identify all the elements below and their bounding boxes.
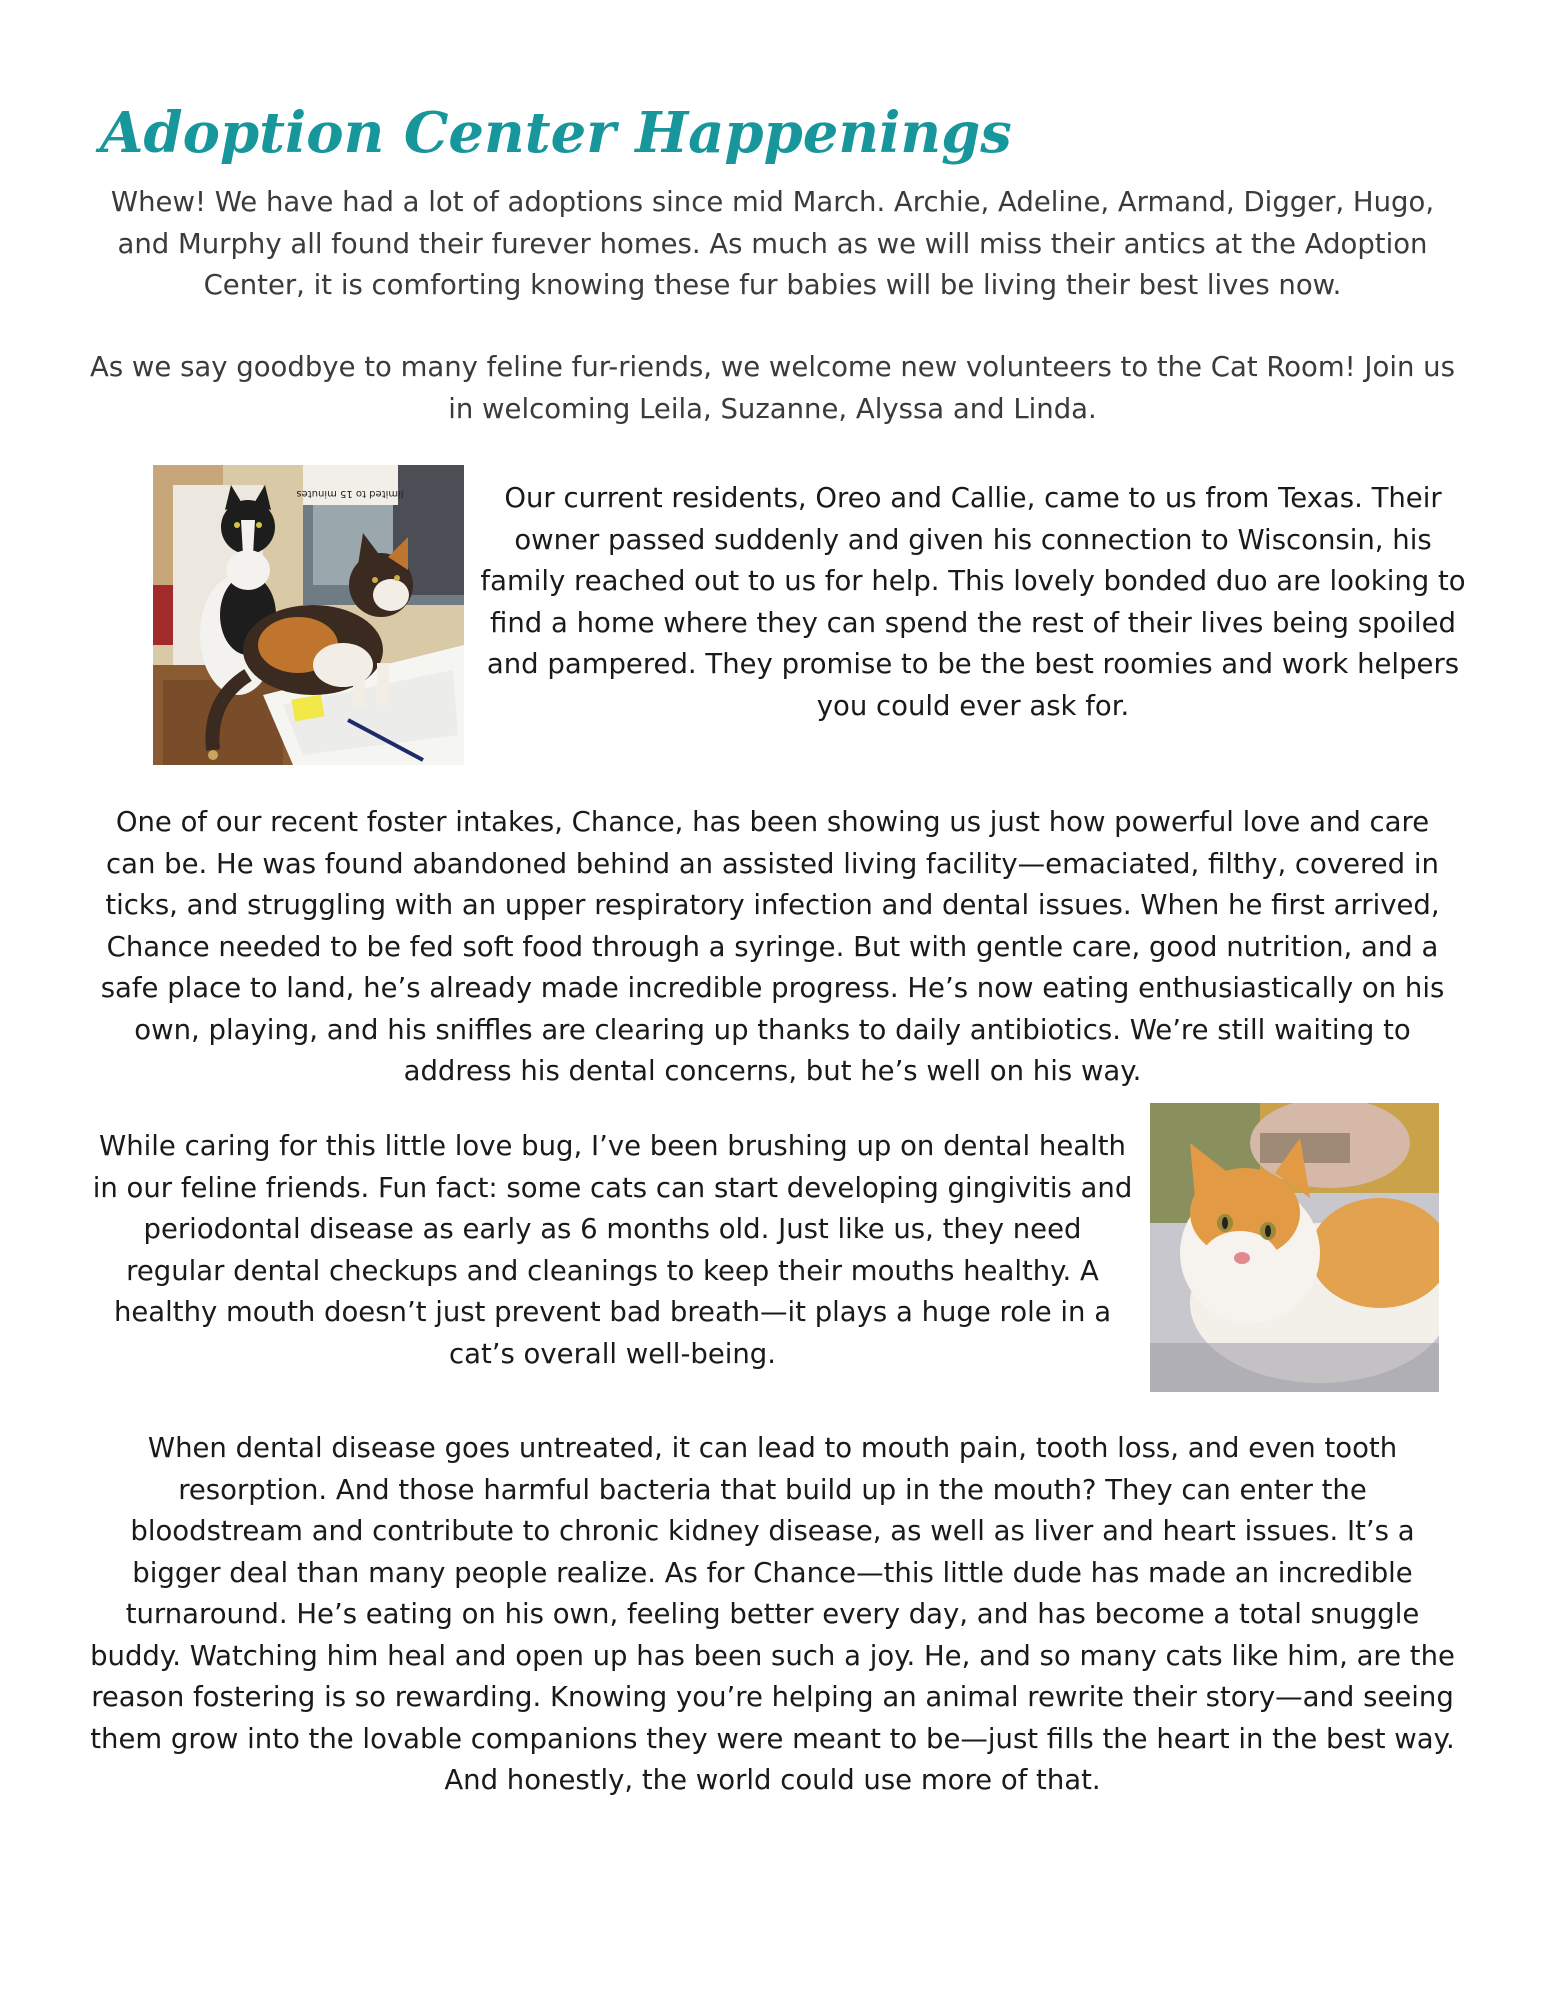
- volunteers-paragraph: As we say goodbye to many feline fur-riends, we welcome new volunteers to the Cat Room! Join us in welcoming Leila, Suzanne, Alyssa and Linda.: [90, 351, 1455, 425]
- chance-paragraph: One of our recent foster intakes, Chance, has been showing us just how powerful love and care can be. He was found abandoned behind an assisted living facility—emaciated, filthy, covered in ticks, and struggling with an upper respiratory infection and dental issues. When he first arrived, Chance needed to be fed soft food through a syringe. But with gentle care, good nutrition, and a safe place to land, he’s already made incredible progress. He’s now eating enthusiastically on his own, playing, and his sniffles are clearing up thanks to daily antibiotics. We’re still waiting to address his dental concerns, but he’s well on his way.: [100, 806, 1445, 1087]
- page-title: Adoption Center Happenings: [100, 99, 1012, 166]
- photo-sign-text: limited to 15 minutes: [296, 488, 404, 499]
- chance-photo: [1150, 1103, 1439, 1392]
- oreo-and-callie-photo: [153, 465, 464, 765]
- dental-health-paragraph: While caring for this little love bug, I’ve been brushing up on dental health in our feline friends. Fun fact: some cats can start developing gingivitis and periodontal disease as early as 6 months old. Just like us, they need regular dental checkups and cleanings to keep their mouths healthy. A healthy mouth doesn’t just prevent bad breath—it plays a huge role in a cat’s overall well-being.: [92, 1130, 1133, 1370]
- intro-paragraph: Whew! We have had a lot of adoptions since mid March. Archie, Adeline, Armand, Digger, Hugo, and Murphy all found their furever homes. As much as we will miss their antics at the Adoption Center, it is comforting knowing these fur babies will be living their best lives now.: [110, 186, 1435, 301]
- dental-disease-paragraph: When dental disease goes untreated, it can lead to mouth pain, tooth loss, and even tooth resorption. And those harmful bacteria that build up in the mouth? They can enter the bloodstream and contribute to chronic kidney disease, as well as liver and heart issues. It’s a bigger deal than many people realize. As for Chance—this little dude has made an incredible turnaround. He’s eating on his own, feeling better every day, and has become a total snuggle buddy. Watching him heal and open up has been such a joy. He, and so many cats like him, are the reason fostering is so rewarding. Knowing you’re helping an animal rewrite their story—and seeing them grow into the lovable companions they were meant to be—just fills the heart in the best way. And honestly, the world could use more of that.: [90, 1432, 1455, 1796]
- residents-paragraph: Our current residents, Oreo and Callie, came to us from Texas. Their owner passed suddenly and given his connection to Wisconsin, his family reached out to us for help. This lovely bonded duo are looking to find a home where they can spend the rest of their lives being spoiled and pampered. They promise to be the best roomies and work helpers you could ever ask for.: [480, 482, 1466, 722]
